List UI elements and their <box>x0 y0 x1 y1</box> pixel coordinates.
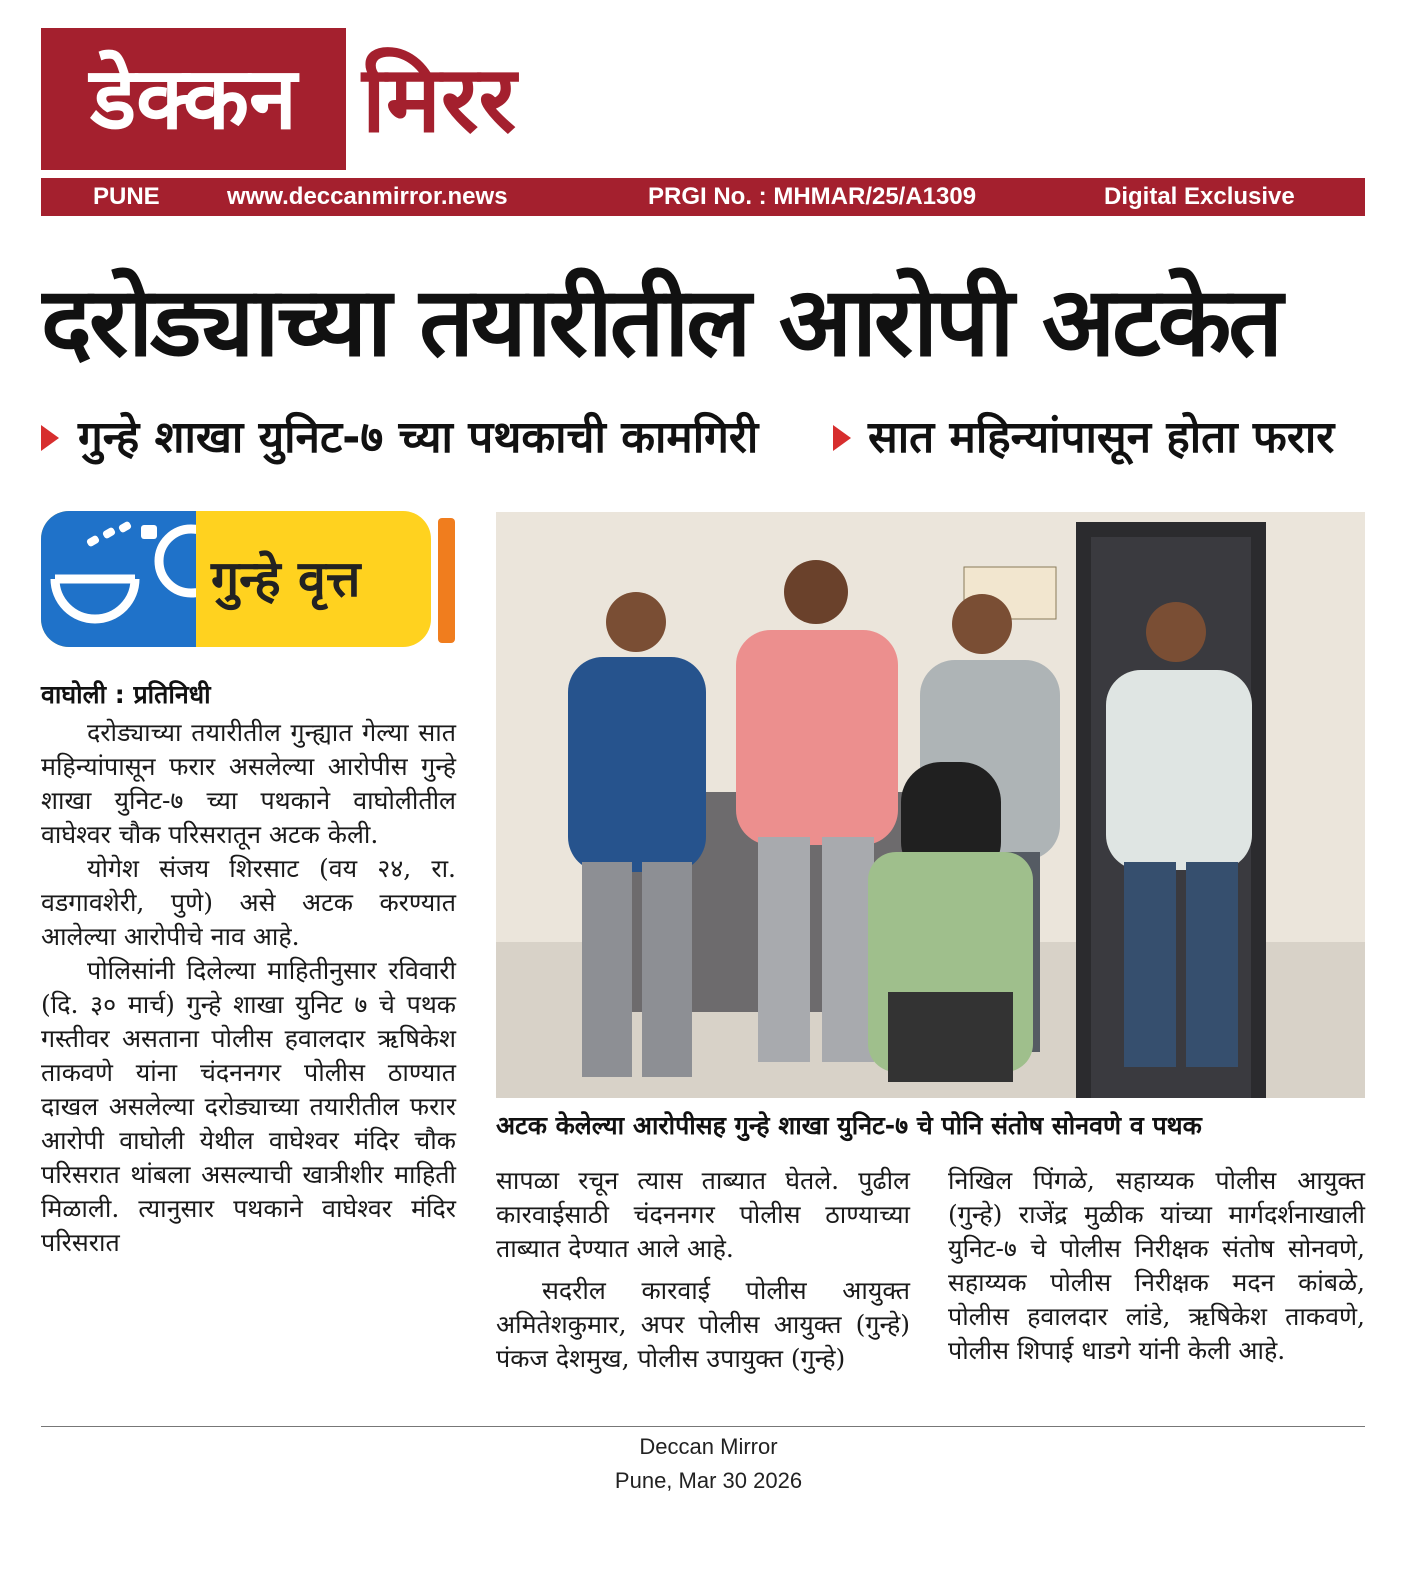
footer-divider <box>41 1426 1365 1427</box>
arrow-right-icon <box>833 425 851 451</box>
masthead-city: PUNE <box>93 183 160 210</box>
article-paragraph: पोलिसांनी दिलेल्या माहितीनुसार रविवारी (दि. ३० मार्च) गुन्हे शाखा युनिट ७ चे पथक गस्तीवर असताना पोलीस हवालदार ऋषिकेश ताकवणे यांना चंदननगर पोलीस ठाण्यात दाखल असलेल्या दरोड्याच्या तयारीतील फरार आरोपी वाघोली येथील वाघेश्वर मंदिर चौक परिसरात थांबला असल्याची खात्रीशीर माहिती मिळाली. त्यानुसार पथकाने वाघेश्वर मंदिर परिसरात <box>41 956 456 1257</box>
article-column-3 <box>948 1164 1365 1368</box>
subheadline-1: गुन्हे शाखा युनिट-७ च्या पथकाची कामगिरी <box>78 412 759 463</box>
masthead-info-bar <box>41 178 1365 216</box>
article-paragraph: सापळा रचून त्यास ताब्यात घेतले. पुढील कारवाईसाठी चंदननगर पोलीस ठाण्याच्या ताब्यात देण्यात आले आहे. <box>496 1166 910 1263</box>
masthead-name-part1: डेक्कन <box>90 49 297 149</box>
subheadline-2: सात महिन्यांपासून होता फरार <box>868 412 1335 463</box>
article-paragraph: सदरील कारवाई पोलीस आयुक्त अमितेशकुमार, अपर पोलीस आयुक्त (गुन्हे) पंकज देशमुख, पोलीस उपायुक्त (गुन्हे) <box>496 1276 910 1373</box>
headline: दरोड्याच्या तयारीतील आरोपी अटकेत <box>41 266 1281 378</box>
footer-publication: Deccan Mirror <box>639 1434 778 1459</box>
article-paragraph: योगेश संजय शिरसाट (वय २४, रा. वडगावशेरी, पुणे) असे अटक करण्यात आलेल्या आरोपीचे नाव आहे. <box>41 854 456 951</box>
article-column-2 <box>496 1164 910 1376</box>
arrow-right-icon <box>41 425 59 451</box>
article-photo <box>496 512 1365 1098</box>
footer-place-date: Pune, Mar 30 2026 <box>614 1468 803 1493</box>
masthead-logo <box>41 28 346 170</box>
handcuffs-icon <box>41 511 196 647</box>
masthead-edition-tag: Digital Exclusive <box>1104 183 1295 210</box>
section-badge-label: गुन्हे वृत्त <box>211 550 361 608</box>
section-badge <box>41 511 431 647</box>
masthead-prgi: PRGI No. : MHMAR/25/A1309 <box>648 183 977 210</box>
article-paragraph: दरोड्याच्या तयारीतील गुन्ह्यात गेल्या सात महिन्यांपासून फरार असलेल्या आरोपीस गुन्हे शाखा युनिट-७ च्या पथकाने वाघोलीतील वाघेश्वर चौक परिसरातून अटक केली. <box>41 718 456 849</box>
section-badge-stripe <box>438 518 455 643</box>
dateline: वाघोली : प्रतिनिधी <box>41 680 211 709</box>
masthead-name-part2: मिरर <box>362 46 517 153</box>
photo-caption: अटक केलेल्या आरोपीसह गुन्हे शाखा युनिट-७ चे पोनि संतोष सोनवणे व पथक <box>496 1111 1202 1140</box>
masthead-website[interactable]: www.deccanmirror.news <box>227 183 508 210</box>
article-paragraph: निखिल पिंगळे, सहाय्यक पोलीस आयुक्त (गुन्हे) राजेंद्र मुळीक यांच्या मार्गदर्शनाखाली युनिट-७ चे पोलीस निरीक्षक संतोष सोनवणे, सहाय्यक पोलीस निरीक्षक मदन कांबळे, पोलीस हवालदार लांडे, ऋषिकेश ताकवणे, पोलीस शिपाई धाडगे यांनी केली आहे. <box>948 1166 1365 1365</box>
article-column-1 <box>41 716 456 1260</box>
